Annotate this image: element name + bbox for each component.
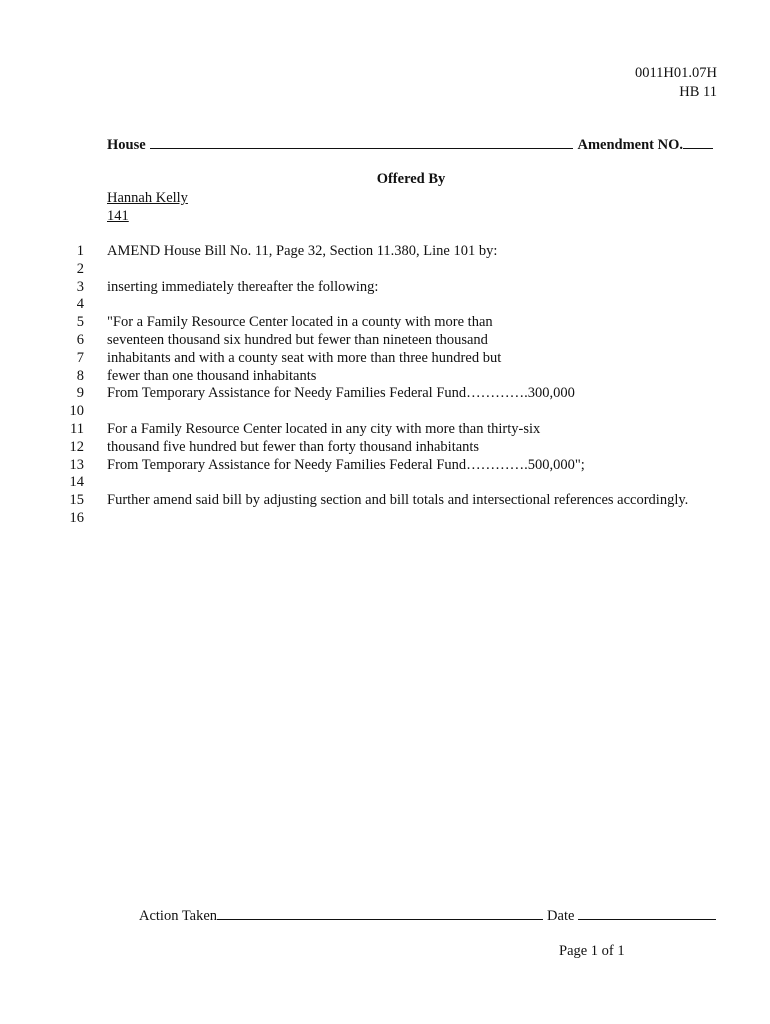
action-taken-label: Action Taken — [139, 908, 218, 924]
line-number: 6 — [76, 331, 84, 348]
line-number: 7 — [76, 349, 84, 366]
sponsor-name: Hannah Kelly — [107, 190, 188, 206]
doc-code: 0011H01.07H — [634, 65, 717, 81]
line-number: 2 — [76, 260, 84, 277]
text-line — [0, 279, 770, 297]
action-taken-blank — [217, 907, 543, 920]
text-line — [0, 261, 770, 279]
line-number: 14 — [69, 474, 84, 491]
line-text: AMEND House Bill No. 11, Page 32, Section 11.380, Line 101 by: — [107, 243, 498, 259]
text-line — [0, 510, 770, 528]
sponsor-block — [107, 189, 188, 225]
line-text: seventeen thousand six hundred but fewer than nineteen thousand — [107, 331, 488, 348]
offered-by-heading: Offered By — [376, 171, 446, 187]
bill-number: HB 11 — [679, 84, 717, 100]
line-text: "For a Family Resource Center located in a county with more than — [107, 314, 493, 331]
line-text: inhabitants and with a county seat with more than three hundred but — [107, 349, 502, 366]
line-number: 11 — [70, 420, 84, 437]
line-number: 1 — [76, 243, 84, 259]
text-line — [0, 314, 770, 332]
line-number: 9 — [76, 385, 84, 402]
line-text: Further amend said bill by adjusting section and bill totals and intersectional references accordingly. — [107, 492, 689, 509]
text-line — [0, 474, 770, 492]
sponsor-district: 141 — [107, 208, 129, 224]
line-text: fewer than one thousand inhabitants — [107, 367, 317, 384]
line-text: For a Family Resource Center located in any city with more than thirty-six — [107, 420, 541, 437]
house-blank-line — [150, 136, 574, 149]
line-number: 15 — [69, 492, 84, 509]
line-number: 13 — [69, 456, 84, 473]
house-label: House — [107, 137, 146, 153]
amendment-number-blank — [683, 136, 713, 149]
text-line — [0, 492, 770, 510]
line-text: thousand five hundred but fewer than forty thousand inhabitants — [107, 438, 480, 455]
line-number: 10 — [69, 403, 84, 420]
text-line — [0, 439, 770, 457]
line-number: 3 — [76, 278, 84, 295]
amendment-header-line — [107, 136, 713, 154]
line-number: 12 — [69, 438, 84, 455]
action-taken-line — [139, 907, 716, 925]
line-number: 5 — [76, 314, 84, 331]
line-number: 16 — [69, 509, 84, 526]
text-line — [0, 368, 770, 386]
line-number: 8 — [76, 367, 84, 384]
text-line — [0, 243, 770, 261]
text-line — [0, 332, 770, 350]
text-line — [0, 296, 770, 314]
text-line — [0, 403, 770, 421]
line-text: inserting immediately thereafter the following: — [107, 278, 379, 295]
date-label: Date — [547, 908, 575, 924]
document-identifier — [635, 64, 717, 102]
text-line — [0, 385, 770, 403]
line-number: 4 — [76, 296, 84, 313]
text-line — [0, 421, 770, 439]
page-number: Page 1 of 1 — [559, 943, 625, 959]
text-line — [0, 457, 770, 475]
line-text: From Temporary Assistance for Needy Families Federal Fund………….300,000 — [107, 385, 575, 402]
amendment-text-lines — [0, 243, 770, 528]
line-text: From Temporary Assistance for Needy Families Federal Fund………….500,000"; — [107, 456, 585, 473]
amendment-number-label: Amendment NO. — [577, 137, 683, 153]
date-blank — [578, 907, 716, 920]
text-line — [0, 350, 770, 368]
